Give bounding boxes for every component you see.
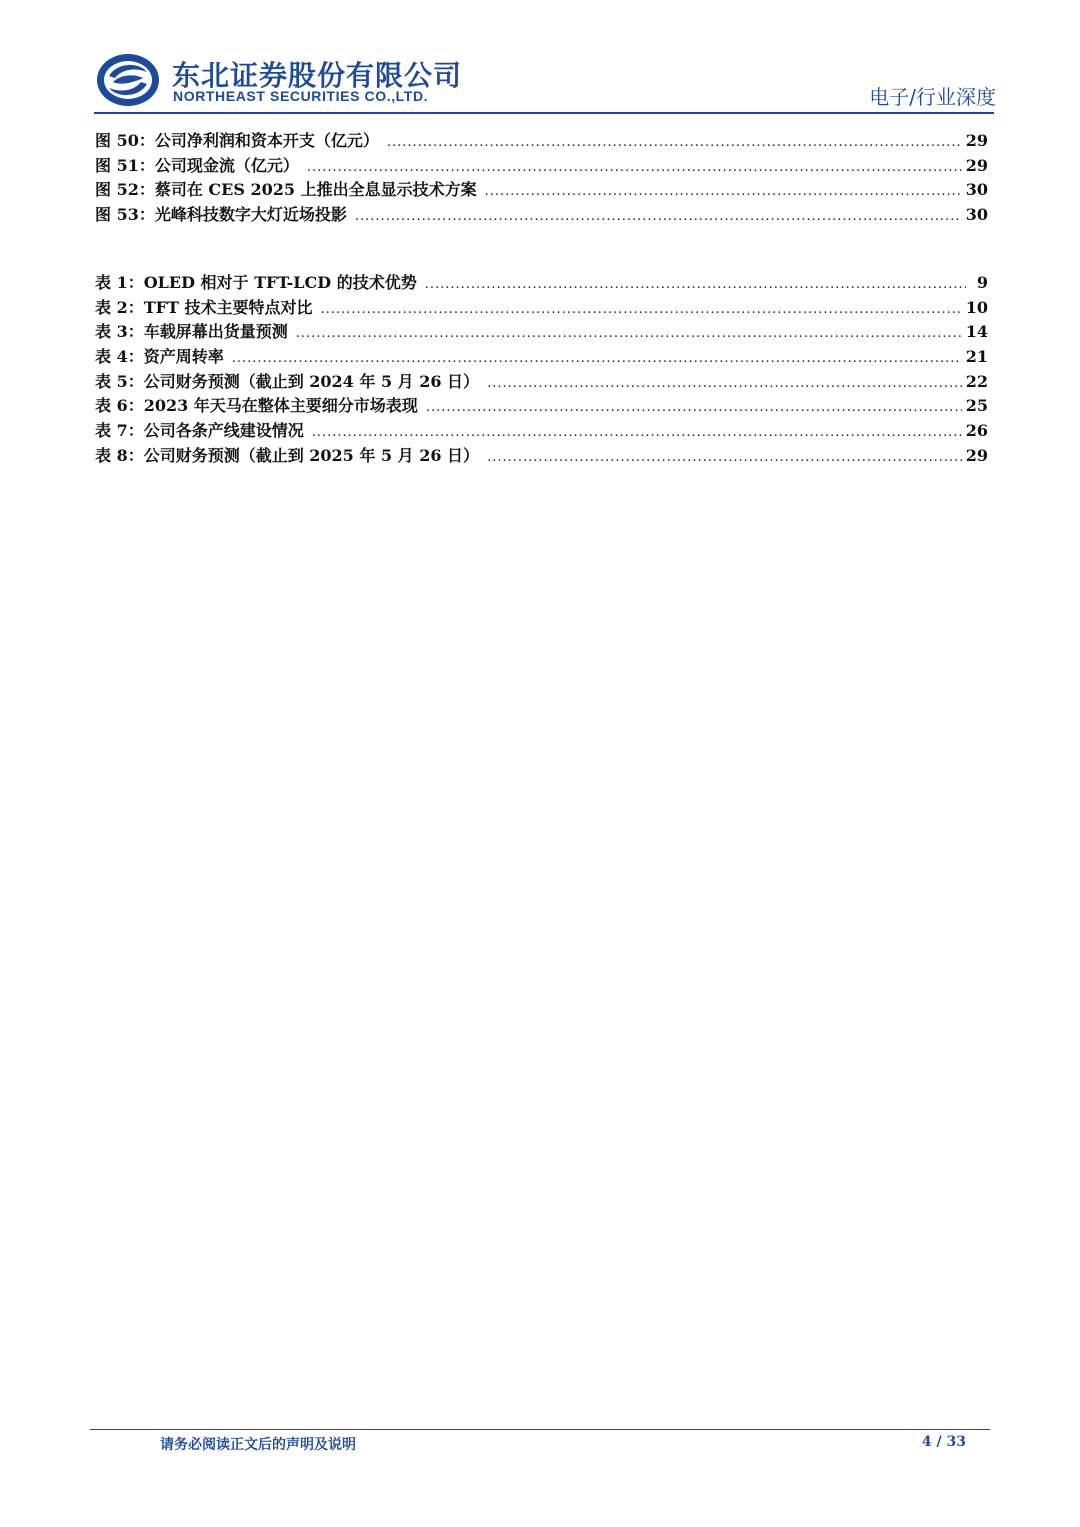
toc-dot-leader bbox=[320, 302, 961, 317]
toc-entry-page: 30 bbox=[965, 180, 988, 200]
report-category: 电子/行业深度 bbox=[869, 85, 996, 109]
toc-entry-label: 表 1：OLED 相对于 TFT-LCD 的技术优势 bbox=[95, 273, 417, 292]
toc-entry-label: 表 3：车载屏幕出货量预测 bbox=[95, 322, 288, 342]
toc-dot-leader bbox=[487, 450, 962, 465]
page-header bbox=[0, 0, 1080, 115]
toc-dot-leader bbox=[296, 326, 962, 341]
toc-dot-leader bbox=[355, 209, 962, 224]
toc-entry[interactable] bbox=[95, 295, 988, 320]
toc-dot-leader bbox=[312, 425, 962, 440]
toc-entry[interactable] bbox=[95, 128, 988, 153]
toc-entry-page: 26 bbox=[965, 421, 988, 441]
toc-dot-leader bbox=[307, 160, 962, 175]
toc-entry[interactable] bbox=[95, 393, 988, 418]
table-index-list bbox=[95, 270, 988, 468]
northeast-securities-logo-icon bbox=[95, 52, 161, 108]
toc-entry[interactable] bbox=[95, 270, 988, 295]
toc-entry-page: 22 bbox=[965, 371, 988, 391]
toc-entry-label: 图 52：蔡司在 CES 2025 上推出全息显示技术方案 bbox=[95, 180, 477, 200]
toc-entry-label: 表 5：公司财务预测（截止到 2024 年 5 月 26 日） bbox=[95, 371, 480, 391]
company-name-en: NORTHEAST SECURITIES CO.,LTD. bbox=[173, 88, 429, 104]
toc-entry[interactable] bbox=[95, 202, 988, 227]
toc-entry-page: 9 bbox=[976, 273, 988, 292]
toc-dot-leader bbox=[426, 400, 962, 415]
toc-entry-label: 图 51：公司现金流（亿元） bbox=[95, 155, 299, 175]
toc-entry-page: 29 bbox=[965, 131, 988, 150]
toc-entry-page: 10 bbox=[965, 297, 988, 317]
toc-entry-page: 14 bbox=[965, 322, 988, 342]
toc-entry[interactable] bbox=[95, 369, 988, 394]
toc-dot-leader bbox=[425, 277, 966, 292]
toc-dot-leader bbox=[387, 135, 962, 150]
toc-entry-page: 25 bbox=[965, 396, 988, 416]
header-divider bbox=[94, 112, 994, 114]
toc-entry[interactable] bbox=[95, 153, 988, 178]
toc-dot-leader bbox=[485, 184, 962, 199]
toc-entry-label: 表 4：资产周转率 bbox=[95, 347, 224, 367]
toc-entry-label: 表 7：公司各条产线建设情况 bbox=[95, 421, 304, 441]
page-number: 4 / 33 bbox=[921, 1434, 966, 1450]
toc-entry-label: 图 50：公司净利润和资本开支（亿元） bbox=[95, 131, 379, 150]
toc-entry[interactable] bbox=[95, 443, 988, 468]
company-name-cn: 东北证券股份有限公司 bbox=[172, 59, 463, 92]
toc-entry-page: 30 bbox=[965, 205, 988, 225]
toc-entry-page: 21 bbox=[965, 347, 988, 367]
toc-entry-page: 29 bbox=[965, 445, 988, 465]
toc-entry[interactable] bbox=[95, 319, 988, 344]
toc-entry-label: 表 2：TFT 技术主要特点对比 bbox=[95, 297, 313, 317]
toc-entry-page: 29 bbox=[965, 155, 988, 175]
toc-entry[interactable] bbox=[95, 177, 988, 202]
toc-dot-leader bbox=[487, 376, 962, 391]
toc-dot-leader bbox=[232, 351, 962, 366]
toc-entry-label: 表 6：2023 年天马在整体主要细分市场表现 bbox=[95, 396, 418, 416]
toc-entry-label: 表 8：公司财务预测（截止到 2025 年 5 月 26 日） bbox=[95, 445, 480, 465]
disclaimer-note: 请务必阅读正文后的声明及说明 bbox=[160, 1437, 356, 1453]
toc-entry[interactable] bbox=[95, 344, 988, 369]
toc-entry[interactable] bbox=[95, 418, 988, 443]
figure-index-list bbox=[95, 128, 988, 227]
toc-entry-label: 图 53：光峰科技数字大灯近场投影 bbox=[95, 205, 347, 225]
footer-divider bbox=[90, 1429, 990, 1430]
